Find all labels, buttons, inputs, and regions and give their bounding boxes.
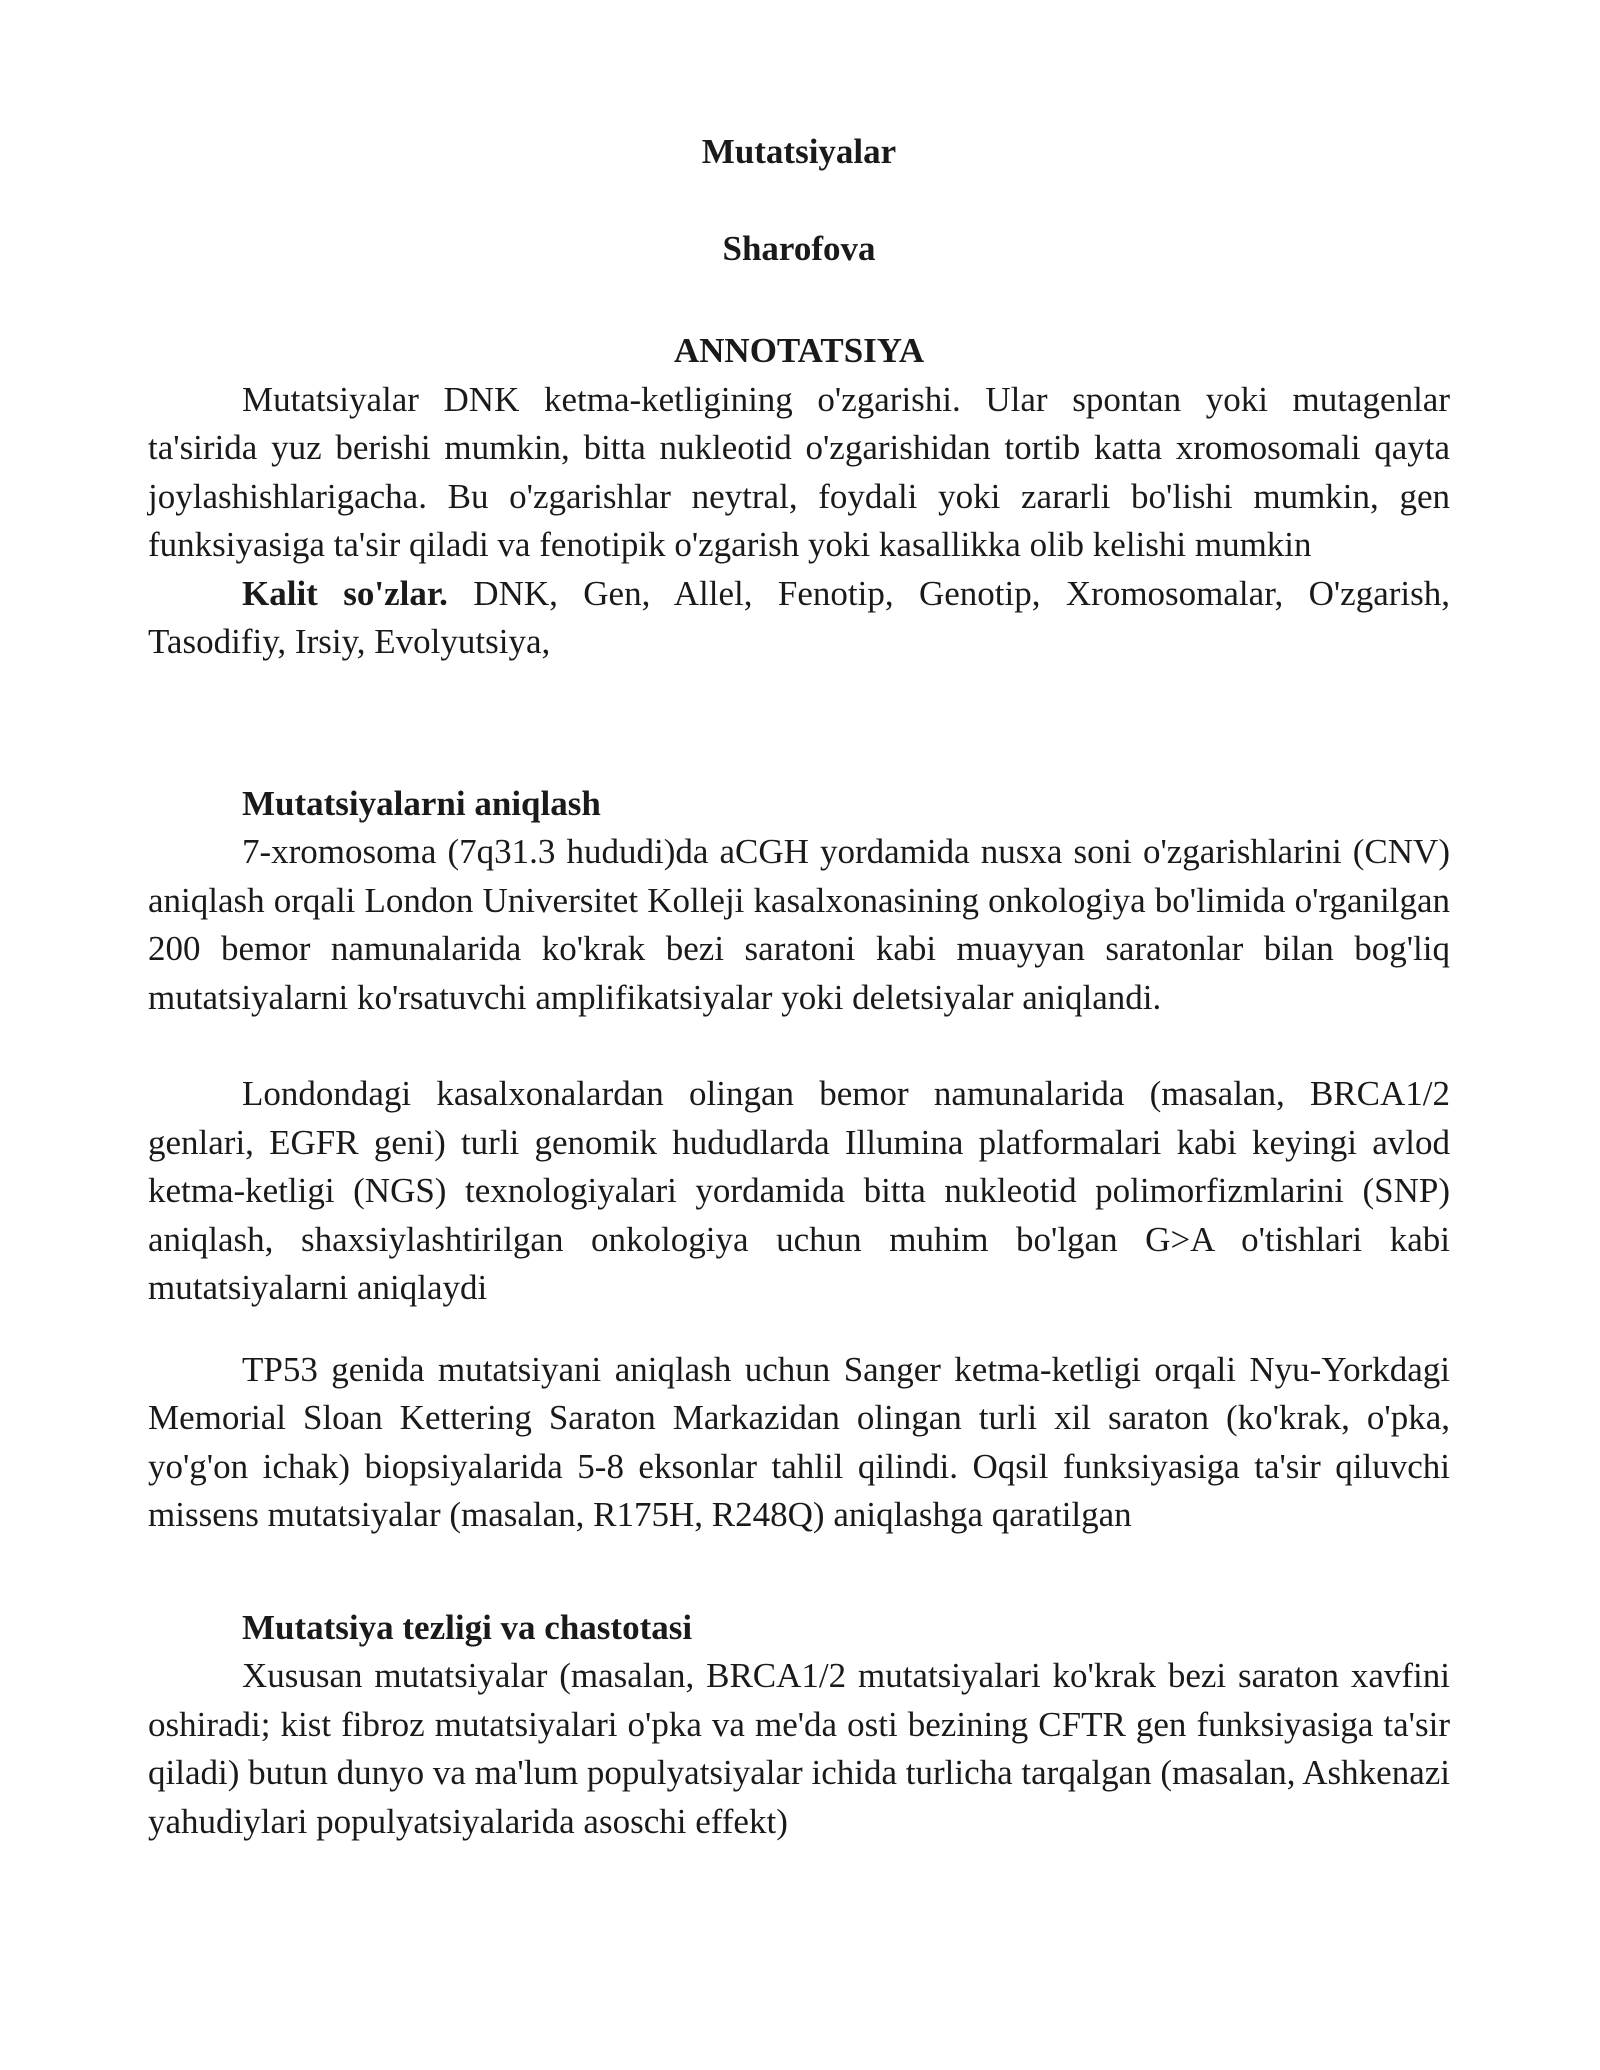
body-paragraph: Xususan mutatsiyalar (masalan, BRCA1/2 mutatsiyalari ko'krak bezi saraton xavfini oshiradi; kist fibroz mutatsiyalari o'pka va me'da osti bezining CFTR gen funksiyasiga ta'sir qiladi) butun dunyo va ma'lum populyatsiyalar ichida turlicha tarqalgan (masalan, Ashkenazi yahudiylari populyatsiyalarida asoschi effekt) <box>148 1656 1450 1841</box>
annotation-paragraph: Mutatsiyalar DNK ketma-ketligining o'zgarishi. Ular spontan yoki mutagenlar ta'sirida yuz berishi mumkin, bitta nukleotid o'zgarishidan tortib katta xromosomali qayta joylashishlarigacha. Bu o'zgarishlar neytral, foydali yoki zararli bo'lishi mumkin, gen funksiyasiga ta'sir qiladi va fenotipik o'zgarish yoki kasallikka olib kelishi mumkin <box>148 379 1450 564</box>
author-name: Sharofova <box>722 228 876 268</box>
body-paragraph: Londondagi kasalxonalardan olingan bemor namunalarida (masalan, BRCA1/2 genlari, EGFR geni) turli genomik hududlarda Illumina platformalari kabi keyingi avlod ketma-ketligi (NGS) texnologiyalari yordamida bitta nukleotid polimorfizmlarini (SNP) aniqlash, shaxsiylashtirilgan onkologiya uchun muhim bo'lgan G>A o'tishlari kabi mutatsiyalarni aniqlaydi <box>148 1074 1450 1307</box>
body-paragraph: TP53 genida mutatsiyani aniqlash uchun Sanger ketma-ketligi orqali Nyu-Yorkdagi Memorial Sloan Kettering Saraton Markazidan olingan turli xil saraton (ko'krak, o'pka, yo'g'on ichak) biopsiyalarida 5-8 eksonlar tahlil qilindi. Oqsil funksiyasiga ta'sir qiluvchi missens mutatsiyalar (masalan, R175H, R248Q) aniqlashga qaratilgan <box>148 1349 1450 1534</box>
keywords-list: DNK, Gen, Allel, Fenotip, Genotip, Xromosomalar, O'zgarish, Tasodifiy, Irsiy, Evolyutsiya, <box>148 573 1450 661</box>
document-title: Mutatsiyalar <box>701 132 897 171</box>
document-page <box>148 128 1450 1846</box>
keywords-label: Kalit so'zlar. <box>242 573 448 613</box>
section-heading: Mutatsiyalarni aniqlash <box>242 783 601 823</box>
annotation-heading: ANNOTATSIYA <box>673 331 925 370</box>
section-heading: Mutatsiya tezligi va chastotasi <box>242 1607 693 1647</box>
body-paragraph: 7-xromosoma (7q31.3 hududi)da aCGH yordamida nusxa soni o'zgarishlarini (CNV) aniqlash orqali London Universitet Kolleji kasalxonasining onkologiya bo'limida o'rganilgan 200 bemor namunalarida ko'krak bezi saratoni kabi muayyan saratonlar bilan bog'liq mutatsiyalarni ko'rsatuvchi amplifikatsiyalar yoki deletsiyalar aniqlandi. <box>148 832 1450 1017</box>
keywords-paragraph <box>148 570 1450 667</box>
